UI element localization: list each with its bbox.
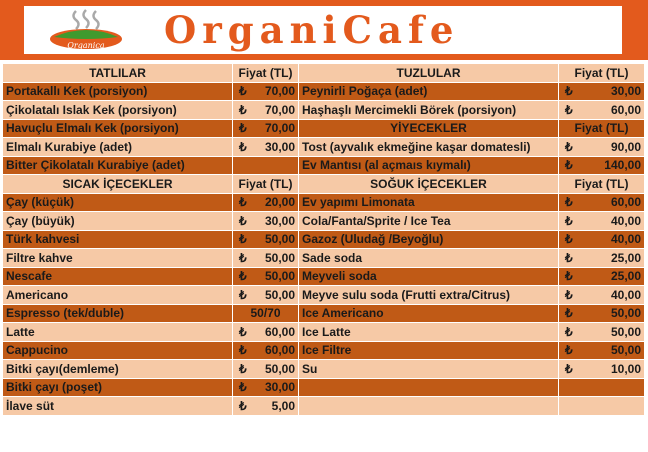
logo-text: Organica xyxy=(67,41,105,50)
cafe-logo xyxy=(32,8,142,52)
menu-item-price xyxy=(559,360,645,379)
menu-item-price xyxy=(559,156,645,175)
menu-row xyxy=(3,304,645,323)
price-header-sicak: Fiyat (TL) xyxy=(233,175,299,194)
menu-row xyxy=(3,119,645,138)
menu-item-name: Americano xyxy=(3,286,233,305)
price-header-yiyecekler: Fiyat (TL) xyxy=(559,119,645,138)
menu-item-name: Türk kahvesi xyxy=(3,230,233,249)
menu-item-price xyxy=(559,82,645,101)
menu-item-name: Ev Mantısı (al açmaıs kıymalı) xyxy=(299,156,559,175)
menu-item-price xyxy=(559,323,645,342)
menu-item-name: Ice Americano xyxy=(299,304,559,323)
menu-item-price xyxy=(233,286,299,305)
menu-item-price xyxy=(233,230,299,249)
menu-item-name: Gazoz (Uludağ /Beyoğlu) xyxy=(299,230,559,249)
section-header-tuzlular: TUZLULAR xyxy=(299,64,559,83)
menu-item-name: Haşhaşlı Mercimekli Börek (porsiyon) xyxy=(299,101,559,120)
lira-icon: ₺ xyxy=(239,232,247,247)
section-header-soguk: SOĞUK İÇECEKLER xyxy=(299,175,559,194)
menu-item-price xyxy=(559,101,645,120)
price-value: 50,00 xyxy=(610,343,641,358)
menu-item-name: Çikolatalı Islak Kek (porsiyon) xyxy=(3,101,233,120)
menu-row xyxy=(3,286,645,305)
lira-icon: ₺ xyxy=(239,380,247,395)
lira-icon: ₺ xyxy=(565,158,573,173)
menu-item-price xyxy=(559,341,645,360)
lira-icon: ₺ xyxy=(239,269,247,284)
menu-item-price xyxy=(559,286,645,305)
price-header-tuzlular: Fiyat (TL) xyxy=(559,64,645,83)
menu-row xyxy=(3,397,645,416)
price-value: 50,00 xyxy=(264,287,295,302)
lira-icon: ₺ xyxy=(565,84,573,99)
menu-item-price xyxy=(233,119,299,138)
menu-item-name: Portakallı Kek (porsiyon) xyxy=(3,82,233,101)
menu-item-name: Tost (ayvalık ekmeğine kaşar domatesli) xyxy=(299,138,559,157)
menu-item-price xyxy=(233,82,299,101)
price-value: 30,00 xyxy=(264,213,295,228)
menu-item-name: Latte xyxy=(3,323,233,342)
menu-item-price xyxy=(233,101,299,120)
menu-item-name: Ev yapımı Limonata xyxy=(299,193,559,212)
menu-item-price xyxy=(559,212,645,231)
price-value: 25,00 xyxy=(610,250,641,265)
price-value: 50,00 xyxy=(264,269,295,284)
menu-row xyxy=(3,156,645,175)
menu-item-name xyxy=(299,397,559,416)
menu-item-name: Cola/Fanta/Sprite / Ice Tea xyxy=(299,212,559,231)
price-value: 40,00 xyxy=(610,287,641,302)
lira-icon: ₺ xyxy=(239,343,247,358)
menu-item-price xyxy=(233,267,299,286)
menu-item-name: Filtre kahve xyxy=(3,249,233,268)
menu-item-price xyxy=(559,230,645,249)
menu-row xyxy=(3,378,645,397)
menu-row xyxy=(3,101,645,120)
menu-row xyxy=(3,82,645,101)
menu-item-name: Çay (büyük) xyxy=(3,212,233,231)
menu-row xyxy=(3,267,645,286)
menu-item-price xyxy=(559,304,645,323)
lira-icon: ₺ xyxy=(565,324,573,339)
price-value: 5,00 xyxy=(271,398,295,413)
menu-row xyxy=(3,360,645,379)
menu-row xyxy=(3,138,645,157)
price-value: 60,00 xyxy=(264,324,295,339)
lira-icon: ₺ xyxy=(239,324,247,339)
price-value: 60,00 xyxy=(610,195,641,210)
price-value: 70,00 xyxy=(264,84,295,99)
brand-panel xyxy=(24,6,622,54)
menu-item-name: Bitki çayı (poşet) xyxy=(3,378,233,397)
menu-item-price xyxy=(559,138,645,157)
menu-item-price xyxy=(233,378,299,397)
price-value: 30,00 xyxy=(610,84,641,99)
section-header-yiyecekler: YİYECEKLER xyxy=(299,119,559,138)
menu-item-price xyxy=(233,397,299,416)
lira-icon: ₺ xyxy=(239,250,247,265)
price-value: 50,00 xyxy=(610,306,641,321)
menu-row xyxy=(3,175,645,194)
menu-item-price xyxy=(559,193,645,212)
price-value: 40,00 xyxy=(610,232,641,247)
lira-icon: ₺ xyxy=(239,139,247,154)
menu-item-price xyxy=(559,267,645,286)
menu-item-price xyxy=(233,156,299,175)
lira-icon: ₺ xyxy=(565,213,573,228)
menu-item-name: Çay (küçük) xyxy=(3,193,233,212)
menu-item-price xyxy=(233,341,299,360)
price-value: 50,00 xyxy=(264,250,295,265)
menu-item-price: 50/70 xyxy=(233,304,299,323)
price-value: 60,00 xyxy=(610,102,641,117)
menu-item-name xyxy=(299,378,559,397)
price-value: 25,00 xyxy=(610,269,641,284)
price-value: 10,00 xyxy=(610,361,641,376)
price-value: 50,00 xyxy=(610,324,641,339)
menu-row xyxy=(3,249,645,268)
menu-item-name: Havuçlu Elmalı Kek (porsiyon) xyxy=(3,119,233,138)
lira-icon: ₺ xyxy=(565,361,573,376)
menu-item-name: Espresso (tek/duble) xyxy=(3,304,233,323)
price-header-soguk: Fiyat (TL) xyxy=(559,175,645,194)
menu-row xyxy=(3,64,645,83)
lira-icon: ₺ xyxy=(239,121,247,136)
price-value: 30,00 xyxy=(264,139,295,154)
section-header-sicak: SICAK İÇECEKLER xyxy=(3,175,233,194)
lira-icon: ₺ xyxy=(565,139,573,154)
menu-row xyxy=(3,230,645,249)
menu-item-name: Su xyxy=(299,360,559,379)
menu-row xyxy=(3,323,645,342)
price-value: 90,00 xyxy=(610,139,641,154)
menu-item-price xyxy=(233,360,299,379)
brand-name: OrganiCafe xyxy=(164,8,460,52)
menu-item-price xyxy=(233,193,299,212)
price-value: 70,00 xyxy=(264,102,295,117)
menu-item-price xyxy=(233,138,299,157)
section-header-tatlilar: TATLILAR xyxy=(3,64,233,83)
price-value: 70,00 xyxy=(264,121,295,136)
lira-icon: ₺ xyxy=(565,343,573,358)
menu-item-price xyxy=(559,397,645,416)
menu-item-name: İlave süt xyxy=(3,397,233,416)
menu-item-price xyxy=(559,249,645,268)
price-value: 20,00 xyxy=(264,195,295,210)
menu-item-name: Nescafe xyxy=(3,267,233,286)
menu-item-name: Peynirli Poğaça (adet) xyxy=(299,82,559,101)
price-value: 30,00 xyxy=(264,380,295,395)
lira-icon: ₺ xyxy=(239,398,247,413)
price-value: 140,00 xyxy=(604,158,641,173)
price-header-tatlilar: Fiyat (TL) xyxy=(233,64,299,83)
menu-row xyxy=(3,193,645,212)
price-value: 50,00 xyxy=(264,232,295,247)
lira-icon: ₺ xyxy=(239,213,247,228)
lira-icon: ₺ xyxy=(565,232,573,247)
menu-row xyxy=(3,212,645,231)
menu-item-price xyxy=(233,323,299,342)
menu-item-name: Meyve sulu soda (Frutti extra/Citrus) xyxy=(299,286,559,305)
menu-item-name: Elmalı Kurabiye (adet) xyxy=(3,138,233,157)
price-value: 50,00 xyxy=(264,361,295,376)
lira-icon: ₺ xyxy=(239,102,247,117)
lira-icon: ₺ xyxy=(565,102,573,117)
menu-item-name: Ice Filtre xyxy=(299,341,559,360)
lira-icon: ₺ xyxy=(565,250,573,265)
menu-item-price xyxy=(559,378,645,397)
lira-icon: ₺ xyxy=(239,195,247,210)
lira-icon: ₺ xyxy=(239,361,247,376)
lira-icon: ₺ xyxy=(239,287,247,302)
menu-item-price xyxy=(233,212,299,231)
menu-item-name: Cappucino xyxy=(3,341,233,360)
lira-icon: ₺ xyxy=(565,306,573,321)
menu-row xyxy=(3,341,645,360)
menu-item-name: Meyveli soda xyxy=(299,267,559,286)
price-value: 60,00 xyxy=(264,343,295,358)
menu-item-name: Ice Latte xyxy=(299,323,559,342)
menu-table xyxy=(2,63,645,416)
menu-item-price xyxy=(233,249,299,268)
menu-item-name: Bitki çayı(demleme) xyxy=(3,360,233,379)
menu-item-name: Sade soda xyxy=(299,249,559,268)
price-value: 40,00 xyxy=(610,213,641,228)
lira-icon: ₺ xyxy=(565,269,573,284)
menu-item-name: Bitter Çikolatalı Kurabiye (adet) xyxy=(3,156,233,175)
lira-icon: ₺ xyxy=(565,287,573,302)
lira-icon: ₺ xyxy=(565,195,573,210)
lira-icon: ₺ xyxy=(239,84,247,99)
brand-banner xyxy=(0,0,648,60)
